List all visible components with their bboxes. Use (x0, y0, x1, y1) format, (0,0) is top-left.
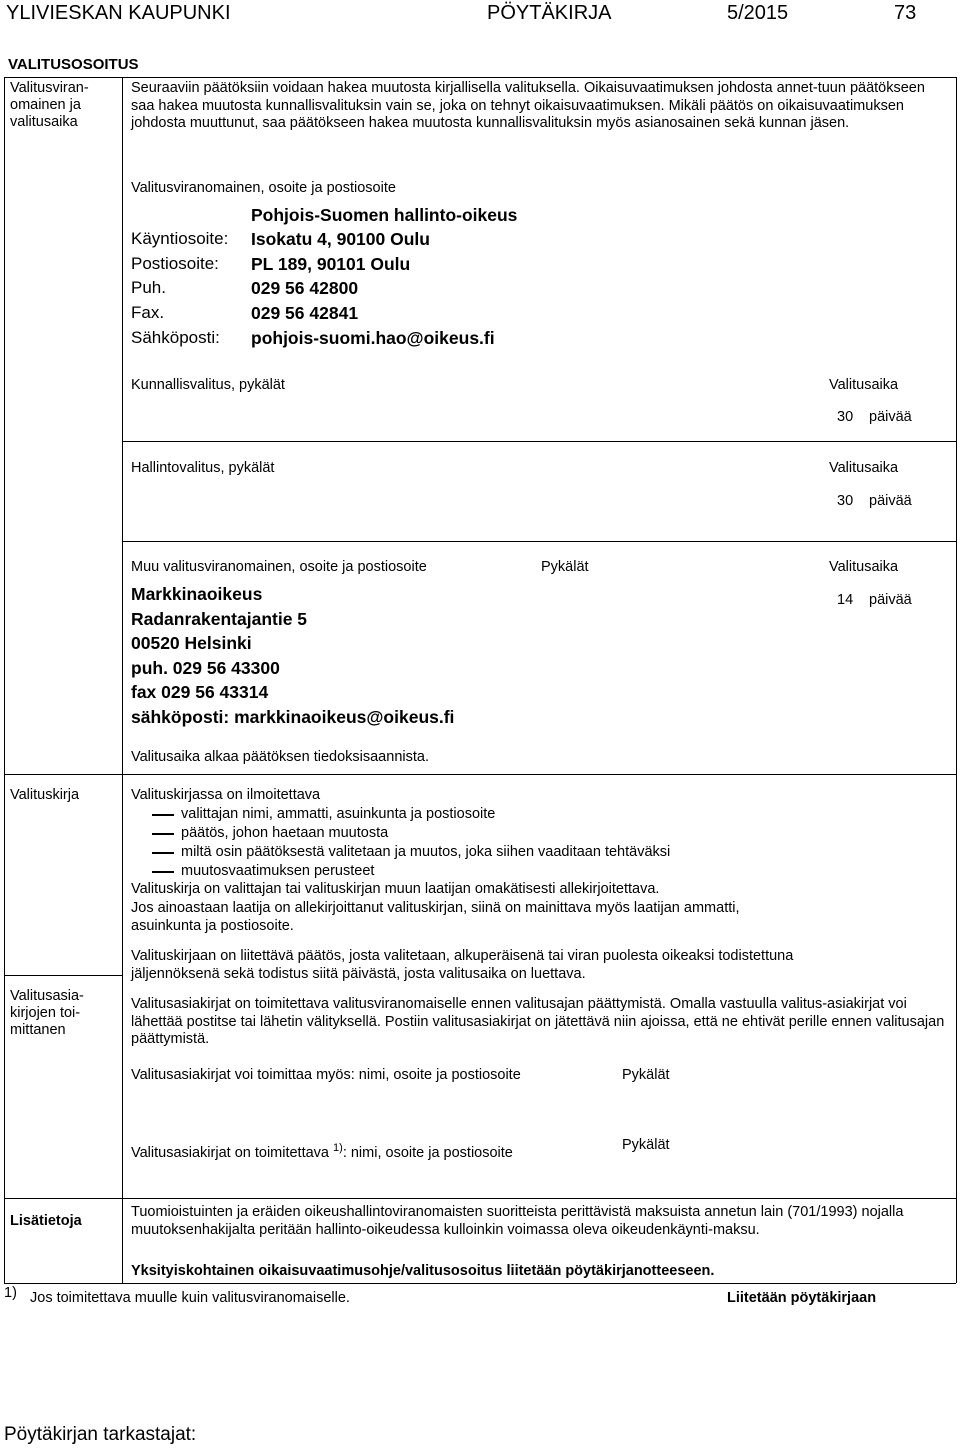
delivered-label (131, 1140, 513, 1162)
hallintovalitus-label: Hallintovalitus, pykälät (131, 460, 275, 476)
muu-time-label: Valitusaika (829, 559, 899, 575)
side-label-lisatietoja: Lisätietoja (10, 1213, 82, 1229)
hallintovalitus-days: 30 (837, 493, 854, 509)
authority-heading: Valitusviranomainen, osoite ja postiosoite (131, 180, 396, 196)
authority-name: Pohjois-Suomen hallinto-oikeus (251, 205, 518, 225)
contact-label: Puh. (131, 278, 166, 297)
muu-address-line: Markkinaoikeus (131, 584, 263, 604)
contact-label: Käyntiosoite: (131, 229, 229, 248)
signature-note: Valituskirja on valittajan tai valituskirjan muun laatijan omakätisesti allekirjoitettava. (131, 881, 660, 897)
muu-address-email: sähköposti: markkinaoikeus@oikeus.fi (131, 707, 455, 727)
also-deliver-label: Valitusasiakirjat voi toimittaa myös: nimi, osoite ja postiosoite (131, 1067, 521, 1083)
side-label-toimittaminen: Valitusasia-kirjojen toi-mittanen (10, 988, 84, 1038)
muu-label: Muu valitusviranomainen, osoite ja postiosoite (131, 559, 427, 575)
list-item: muutosvaatimuksen perusteet (181, 863, 375, 879)
also-deliver-pykalat: Pykälät (622, 1067, 670, 1083)
muu-address-line: Radanrakentajantie 5 (131, 609, 308, 629)
side-divider-toimittaminen (4, 975, 122, 976)
contact-label: Postiosoite: (131, 254, 219, 273)
muu-address-line: 00520 Helsinki (131, 633, 252, 653)
contact-label: Sähköposti: (131, 328, 220, 347)
delivered-label-start: Valitusasiakirjat on toimitettava (131, 1144, 329, 1161)
contact-value: PL 189, 90101 Oulu (251, 254, 411, 274)
footnote-text: Jos toimitettava muulle kuin valitusviranomaiselle. (30, 1290, 350, 1306)
list-dash (152, 871, 174, 873)
kunnallisvalitus-label: Kunnallisvalitus, pykälät (131, 377, 285, 393)
footnote-right-note: Liitetään pöytäkirjaan (727, 1290, 877, 1306)
page-number: 73 (894, 2, 917, 24)
list-item: valittajan nimi, ammatti, asuinkunta ja postiosoite (181, 806, 496, 822)
muu-days: 14 (837, 592, 854, 608)
list-item: miltä osin päätöksestä valitetaan ja muutos, joka siihen vaaditaan tehtäväksi (181, 844, 671, 860)
only-author-note: Jos ainoastaan laatija on allekirjoittanut valituskirjan, siinä on mainittava myös laatijan ammatti, asuinkunta ja postiosoite. (131, 900, 740, 934)
footnote-ref: 1) (333, 1142, 343, 1154)
table-top-border (4, 77, 956, 78)
column-divider (122, 77, 123, 1283)
footnote-mark: 1) (4, 1285, 17, 1301)
side-label-valituskirja: Valituskirja (10, 787, 80, 803)
kunnallisvalitus-unit: päivää (869, 409, 912, 425)
hallintovalitus-time-label: Valitusaika (829, 460, 899, 476)
muu-address-line: puh. 029 56 43300 (131, 658, 280, 678)
kunnallisvalitus-time-label: Valitusaika (829, 377, 899, 393)
row-divider-valituskirja (4, 774, 956, 775)
hallintovalitus-divider (122, 541, 956, 542)
muu-address-line: fax 029 56 43314 (131, 682, 269, 702)
contact-label: Fax. (131, 303, 165, 322)
list-dash (152, 833, 174, 835)
muu-pykalat: Pykälät (541, 559, 589, 575)
doc-type: PÖYTÄKIRJA (487, 2, 612, 24)
list-item: päätös, johon haetaan muutosta (181, 825, 389, 841)
table-left-border (4, 77, 5, 1283)
contact-value: Isokatu 4, 90100 Oulu (251, 229, 430, 249)
hallintovalitus-unit: päivää (869, 493, 912, 509)
contact-value: 029 56 42841 (251, 303, 359, 323)
contact-value: 029 56 42800 (251, 278, 359, 298)
side-label-valitusviranomainen: Valitusviran-omainen ja valitusaika (10, 80, 89, 130)
table-bottom-border (4, 1283, 956, 1284)
list-dash (152, 852, 174, 854)
start-note: Valitusaika alkaa päätöksen tiedoksisaannista. (131, 749, 429, 765)
delivered-pykalat: Pykälät (622, 1137, 670, 1153)
toimittaminen-text: Valitusasiakirjat on toimitettava valitusviranomaiselle ennen valitusajan päättymistä. Omalla vastuulla valitus-asiakirjat voi lähettää postitse tai lähetin välityksellä. Postiin valitusasiakirjat on jätettävä niin ajoissa, että ne ehtivät perille ennen valitusajan päättymistä. (131, 996, 945, 1047)
kunnallisvalitus-days: 30 (837, 409, 854, 425)
kunnallisvalitus-divider (122, 441, 956, 442)
intro-paragraph: Seuraaviin päätöksiin voidaan hakea muutosta kirjallisella valituksella. Oikaisuvaatimuksen johdosta annet-tuun päätökseen saa hakea muutosta kunnallisvalituksin vain se, joka on tehnyt oikaisuvaatimuksen. Mikäli päätös on oikaisuvaatimuksen johdosta muuttunut, saa päätökseen hakea muutosta kunnallisvalituksin myös asianosainen sekä kunnan jäsen. (131, 80, 925, 131)
lisatietoja-text: Tuomioistuinten ja eräiden oikeushallintoviranomaisten suoritteista perittävistä maksuista annetun lain (701/1993) nojalla muutoksenhakijalta peritään hallinto-oikeudessa kulloinkin voimassa oleva oikeudenkäynti-maksu. (131, 1204, 904, 1238)
table-right-border (956, 77, 957, 1283)
row-divider-lisatietoja (4, 1198, 956, 1199)
muu-unit: päivää (869, 592, 912, 608)
section-title: VALITUSOSOITUS (8, 56, 139, 73)
org-name: YLIVIESKAN KAUPUNKI (6, 2, 231, 24)
valituskirja-heading: Valituskirjassa on ilmoitettava (131, 787, 321, 803)
inspectors-label: Pöytäkirjan tarkastajat: (4, 1424, 197, 1445)
issue-number: 5/2015 (727, 2, 789, 24)
lisatietoja-bold-note: Yksityiskohtainen oikaisuvaatimusohje/valitusosoitus liitetään pöytäkirjanotteeseen. (131, 1263, 715, 1279)
delivered-label-end: : nimi, osoite ja postiosoite (342, 1144, 513, 1161)
list-dash (152, 814, 174, 816)
attachment-note: Valituskirjaan on liitettävä päätös, josta valitetaan, alkuperäisenä tai viran puolesta oikeaksi todistettuna jäljennöksenä sekä todistus siitä päivästä, josta valitusaika on luettava. (131, 948, 794, 982)
contact-email: pohjois-suomi.hao@oikeus.fi (251, 328, 495, 348)
